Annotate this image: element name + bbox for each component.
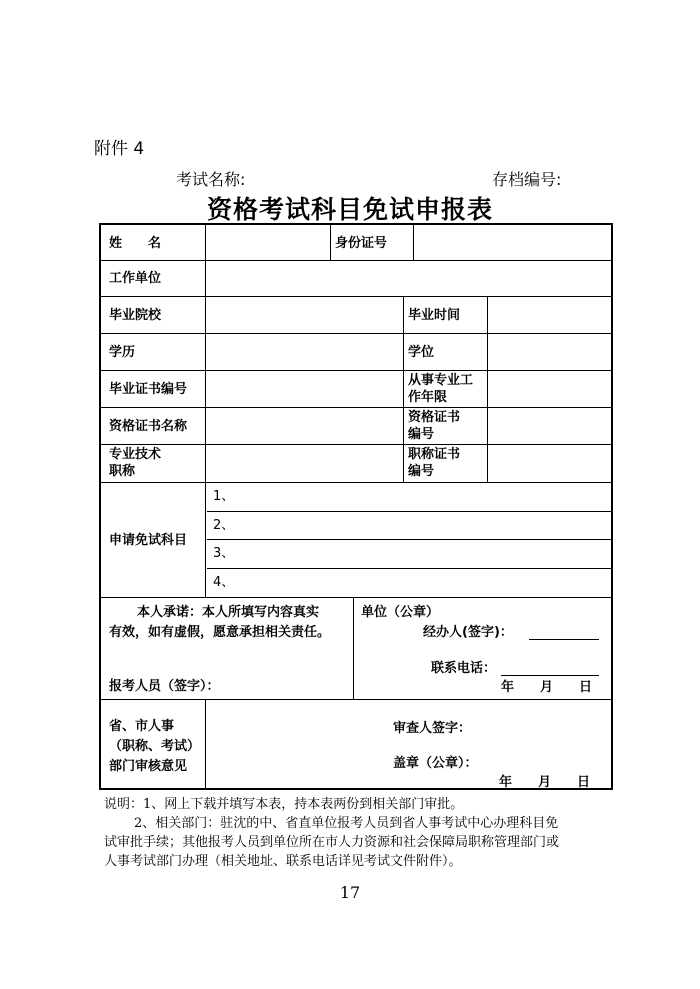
note-line-4: 人事考试部门办理（相关地址、联系电话详见考试文件附件）。: [104, 854, 462, 869]
handler-signature-line: [529, 639, 599, 640]
work-unit-label: 工作单位: [109, 271, 162, 286]
education-label: 学历: [109, 345, 136, 360]
unit-seal-label: 单位（公章）: [361, 605, 440, 620]
handler-signature-label: 经办人(签字)：: [423, 625, 513, 640]
reviewer-signature-label: 审查人签字：: [393, 721, 472, 736]
promise-text-line-1: 本人承诺：本人所填写内容真实: [137, 605, 320, 620]
exam-name-label: 考试名称:: [176, 170, 246, 189]
form-title: 资格考试科目免试申报表: [206, 195, 493, 224]
promise-text-line-2: 有效，如有虚假，愿意承担相关责任。: [109, 625, 331, 640]
name-label: 姓 名: [109, 236, 162, 251]
title-cert-number-label: 职称证书 编号: [408, 447, 461, 479]
note-line-2: 2、相关部门：驻沈的中、省直单位报考人员到省人事考试中心办理科目免: [134, 816, 559, 831]
tech-title-label: 专业技术 职称: [109, 447, 162, 479]
school-label: 毕业院校: [109, 308, 162, 323]
unit-date: 年 月 日: [501, 680, 593, 695]
application-form-table: [99, 223, 613, 790]
note-line-1: 说明：1、网上下载并填写本表，持本表两份到相关部门审批。: [104, 797, 464, 812]
contact-phone-label: 联系电话：: [431, 661, 497, 676]
page-number: 17: [339, 883, 361, 902]
subject-item-1: 1、: [213, 489, 235, 504]
note-line-3: 试审批手续；其他报考人员到单位所在市人力资源和社会保障局职称管理部门或: [104, 835, 560, 850]
seal-label: 盖章（公章）：: [393, 756, 478, 771]
attachment-label: 附件 4: [94, 139, 145, 159]
subject-item-3: 3、: [213, 546, 235, 561]
contact-phone-line: [501, 675, 599, 676]
applicant-signature-label: 报考人员（签字）：: [109, 679, 220, 694]
exempt-subjects-label: 申请免试科目: [109, 533, 188, 548]
dept-review-label: 省、市人事 （职称、考试） 部门审核意见: [109, 719, 201, 774]
id-number-label: 身份证号: [335, 236, 388, 251]
graduation-time-label: 毕业时间: [408, 308, 461, 323]
subject-item-2: 2、: [213, 518, 235, 533]
work-years-label: 从事专业工 作年限: [408, 373, 474, 405]
qualification-cert-name-label: 资格证书名称: [109, 419, 188, 434]
review-date: 年 月 日: [499, 775, 591, 790]
subject-item-4: 4、: [213, 575, 235, 590]
archive-number-label: 存档编号:: [492, 170, 562, 189]
degree-label: 学位: [408, 345, 435, 360]
qualification-cert-number-label: 资格证书 编号: [408, 410, 461, 442]
diploma-number-label: 毕业证书编号: [109, 382, 188, 397]
